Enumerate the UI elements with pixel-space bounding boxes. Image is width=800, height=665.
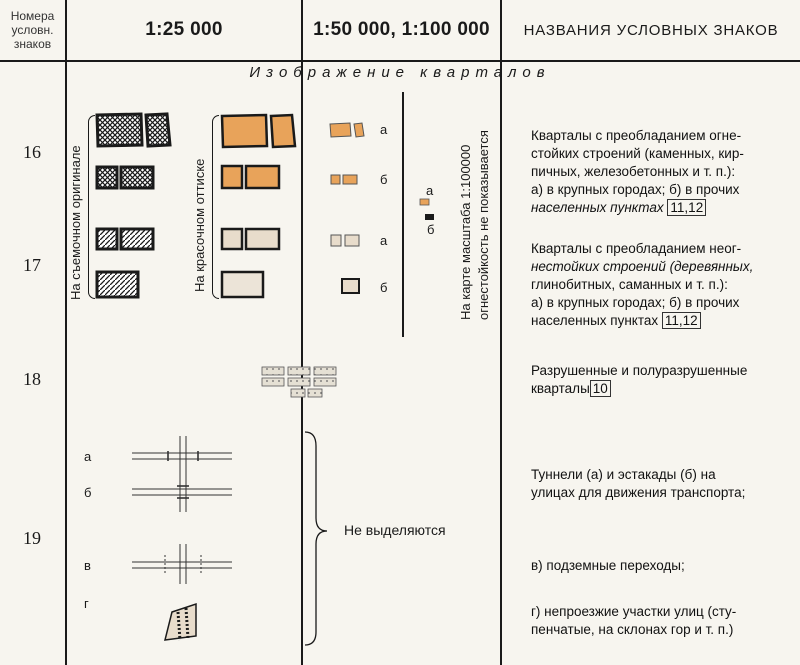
label-100k-a: а bbox=[426, 183, 434, 198]
label-original: На съемочном оригинале bbox=[68, 145, 83, 300]
label-color-print: На красочном оттиске bbox=[192, 158, 207, 292]
symbol-16b-color-2 bbox=[246, 166, 279, 188]
symbol-17a-small-1 bbox=[331, 235, 341, 246]
symbol-18-ruined bbox=[262, 367, 336, 397]
desc-16-line5-text: населенных пунктах bbox=[531, 200, 664, 215]
desc-16-line5 bbox=[531, 199, 796, 217]
section-title: Изображение кварталов bbox=[249, 64, 551, 81]
symbol-17a-color-2 bbox=[246, 229, 279, 249]
desc-16-ref: 11,12 bbox=[667, 199, 706, 216]
label-17b-col2: б bbox=[380, 280, 388, 295]
symbol-16b-small-1 bbox=[331, 175, 340, 184]
desc-19g bbox=[531, 603, 796, 639]
label-19b: б bbox=[84, 485, 92, 500]
desc-17-ref: 11,12 bbox=[662, 312, 701, 329]
symbol-17a-original-1 bbox=[97, 229, 117, 249]
desc-18-line2-text: кварталы bbox=[531, 381, 590, 396]
desc-16-line4: а) в крупных городах; б) в прочих bbox=[531, 182, 740, 197]
label-19a: а bbox=[84, 449, 92, 464]
desc-16 bbox=[531, 127, 796, 217]
desc-17-line3: глинобитных, саманных и т. п.): bbox=[531, 277, 728, 292]
brace-not-shown bbox=[305, 432, 327, 645]
header-scale-50000-100000: 1:50 000, 1:100 000 bbox=[313, 19, 490, 40]
symbol-16a-original-1 bbox=[97, 114, 142, 146]
desc-18-line2 bbox=[531, 380, 796, 398]
header-numbers-line3: знаков bbox=[13, 37, 52, 51]
symbol-16b-original-1 bbox=[97, 167, 117, 188]
label-19g: г bbox=[84, 596, 89, 611]
symbol-16b-small-2 bbox=[343, 175, 357, 184]
symbol-16a-small-1 bbox=[330, 123, 351, 137]
label-not-shown: Не выделяются bbox=[344, 522, 446, 538]
desc-18-line1: Разрушенные и полуразрушенные bbox=[531, 363, 748, 378]
desc-16-line1: Кварталы с преобладанием огне- bbox=[531, 128, 742, 143]
row-number-19: 19 bbox=[23, 528, 41, 548]
symbol-17b-original bbox=[97, 272, 138, 297]
desc-19-line5: пенчатые, на склонах гор и т. п.) bbox=[531, 622, 734, 637]
header-names: НАЗВАНИЯ УСЛОВНЫХ ЗНАКОВ bbox=[523, 21, 779, 39]
label-16a-col2: а bbox=[380, 122, 388, 137]
desc-19-line2: улицах для движения транспорта; bbox=[531, 485, 746, 500]
desc-19ab bbox=[531, 466, 796, 502]
desc-17-line2: нестойких строений (деревянных, bbox=[531, 259, 754, 274]
desc-19-line1: Туннели (а) и эстакады (б) на bbox=[531, 467, 716, 482]
desc-17-line1: Кварталы с преобладанием неог- bbox=[531, 241, 742, 256]
symbol-16a-small-2 bbox=[354, 123, 364, 137]
symbol-100k-b bbox=[425, 214, 434, 220]
symbol-19b-overpass bbox=[132, 472, 232, 512]
symbol-100k-a bbox=[420, 199, 429, 205]
header-scale-25000: 1:25 000 bbox=[145, 19, 223, 40]
symbol-16b-color-1 bbox=[222, 166, 242, 188]
label-map-note-line1: На карте масштаба 1:100000 bbox=[458, 144, 473, 320]
desc-17-line4: а) в крупных городах; б) в прочих bbox=[531, 295, 740, 310]
symbol-17a-color-1 bbox=[222, 229, 242, 249]
symbol-19g-stairs bbox=[165, 604, 196, 640]
symbol-17b-color bbox=[222, 272, 263, 297]
desc-19v: в) подземные переходы; bbox=[531, 558, 685, 573]
row-number-18: 18 bbox=[23, 369, 41, 389]
symbol-17a-small-2 bbox=[345, 235, 359, 246]
symbol-17a-original-2 bbox=[121, 229, 153, 249]
desc-16-line2: стойких строений (каменных, кир- bbox=[531, 146, 744, 161]
label-17a-col2: а bbox=[380, 233, 388, 248]
row-number-17: 17 bbox=[23, 255, 41, 275]
label-map-note-line2: огнестойкость не показывается bbox=[476, 130, 491, 320]
label-19v: в bbox=[84, 558, 91, 573]
desc-18 bbox=[531, 362, 796, 398]
symbol-17b-small bbox=[342, 279, 359, 293]
label-100k-b: б bbox=[427, 222, 435, 237]
row-number-16: 16 bbox=[23, 142, 41, 162]
symbol-16a-color-2 bbox=[271, 115, 295, 147]
label-16b-col2: б bbox=[380, 172, 388, 187]
symbol-19v-underpass bbox=[132, 544, 232, 584]
desc-17-line5 bbox=[531, 312, 796, 330]
desc-17 bbox=[531, 240, 796, 330]
symbol-16b-original-2 bbox=[121, 167, 153, 188]
desc-16-line3: пичных, железобетонных и т. п.): bbox=[531, 164, 736, 179]
symbol-16a-original-2 bbox=[146, 114, 170, 146]
symbol-16a-color-1 bbox=[222, 115, 267, 147]
desc-19-line4: г) непроезжие участки улиц (сту- bbox=[531, 604, 737, 619]
desc-18-ref: 10 bbox=[590, 380, 611, 397]
symbol-19a-tunnel bbox=[132, 436, 232, 476]
header-numbers-line2: условн. bbox=[11, 23, 54, 37]
desc-17-line5-text: населенных пунктах bbox=[531, 313, 659, 328]
header-numbers-line1: Номера bbox=[10, 9, 55, 23]
